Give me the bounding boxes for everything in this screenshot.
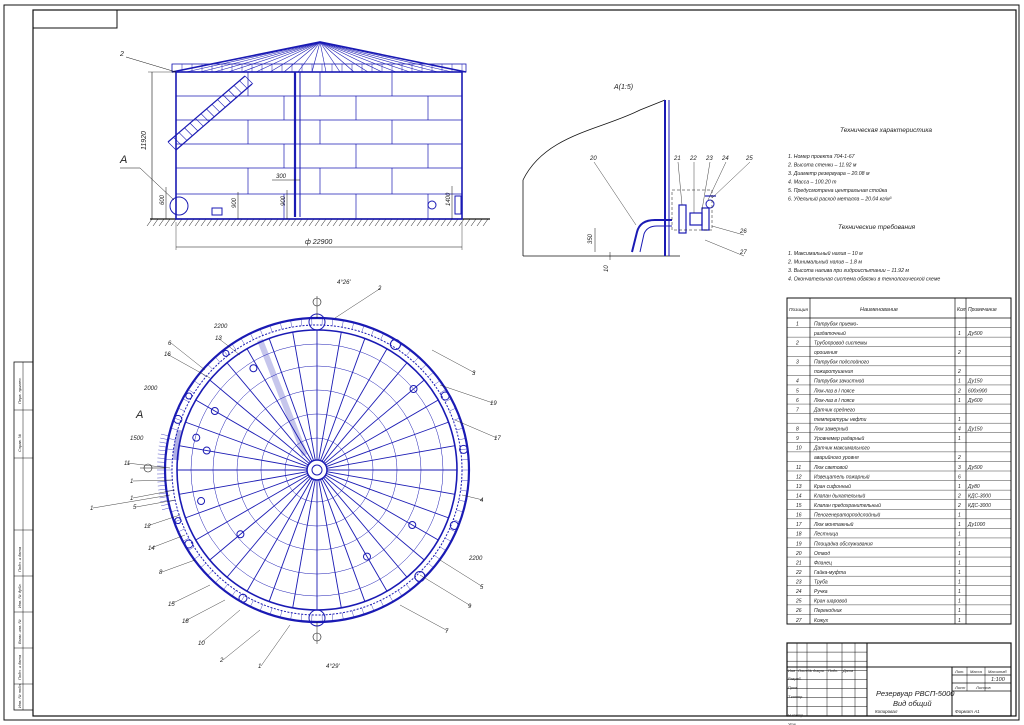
plan-callout: 6 [168,341,172,347]
tech-char-item: 5. Предусмотрена центральная стойка [788,188,888,194]
spec-cell-name: пожаротушения [814,369,853,376]
tech-char-item: 4. Масса – 100.20 т [788,179,837,186]
tb-sheet: Лист [955,685,966,690]
spec-cell-name: Кран шаровой [814,598,848,605]
tb-col-header: Изм [788,669,796,673]
side-stamp-text: Инв. № дубл. [17,583,22,608]
spec-cell-pos: 11 [796,464,802,471]
tank-shell [176,72,462,219]
plan-callout: 1 [130,496,134,502]
spec-cell-pos: 2 [796,340,799,347]
spec-cell-name: раздаточный [814,330,846,337]
detail-callout: 26 [740,229,747,235]
spec-cell-name: Отвод [814,550,831,557]
spec-cell-qty: 1 [958,397,961,404]
spec-cell-note: Ду600 [968,397,983,404]
spec-cell-name: Люк замерный [814,426,849,433]
spec-cell-pos: 18 [796,531,802,538]
spec-cell-pos: 25 [796,598,802,605]
tb-col-header: Дата [843,669,854,673]
spec-cell-note: КДС-3000 [968,503,991,510]
spec-cell-name: Патрубок приемо- [814,321,858,328]
title-block [787,643,1011,725]
spec-cell-qty: 1 [958,608,961,615]
plan-callout: 1 [130,479,134,485]
plan-callout: 17 [494,436,501,442]
spec-cell-name: Датчик максимального [814,445,870,452]
spec-cell-pos: 6 [796,397,799,404]
spec-cell-name: Перекодник [814,608,842,615]
side-stamp-text: Взам. инв. № [17,619,22,644]
spec-cell-pos: 9 [796,436,799,443]
spec-cell-pos: 20 [796,550,802,557]
spec-cell-name: орошения [814,350,838,357]
spec-cell-pos: 7 [796,407,799,414]
detail-a-circle [170,197,188,215]
spec-cell-name: Клапан дыхательный [814,493,866,500]
plan-callout: 9 [468,604,472,610]
plan-callout: 10 [198,641,205,647]
spec-cell-note: Ду1000 [968,522,986,529]
spec-cell-qty: 2 [958,369,961,376]
spec-header: Примечание [968,307,997,313]
plan-callout: 8 [159,570,163,576]
spec-cell-name: Фланец [814,560,832,567]
spec-cell-name: Патрубок зачистной [814,378,865,385]
side-stamp-text: Инв. № подл. [17,683,22,708]
spec-cell-name: Извещатель пожарный [814,474,870,481]
dim-1400: 1400 [446,192,452,206]
tb-copied: Копировал [875,709,898,714]
tech-char-item: 2. Высота стенки – 11.92 м [788,162,857,169]
side-stamp [14,362,33,710]
center-column [307,460,327,480]
spec-cell-name: Труба [814,579,828,586]
tech-chars-title: Техническая характеристика [840,127,933,134]
tb-row-label: Утв. [788,722,797,725]
detail-a-view [523,84,753,272]
tb-mass: Масса [970,669,982,674]
plan-callout: 19 [490,401,497,407]
plan-callout: 5 [480,585,484,591]
spec-cell-pos: 17 [796,522,802,529]
side-stamp-text: Справ. № [17,433,22,452]
drawing-subtitle: Вид общий [893,699,932,708]
drawing-name: Резервуар РВСП-5000 [876,689,955,698]
spec-cell-note: Ду500 [968,464,983,471]
plan-callout: 1 [90,506,94,512]
tech-req-item: 3. Высота налива при гидроиспытании – 11.92 м [788,268,909,274]
spec-cell-pos: 5 [796,388,799,395]
spec-cell-qty: 1 [958,436,961,443]
dim-600: 600 [160,194,166,205]
plan-callout: 2 [220,658,224,664]
tb-row-label: Разраб. [788,677,802,681]
tech-char-item: 3. Диаметр резервуара – 20.08 м [788,171,870,177]
spec-cell-pos: 4 [796,378,799,385]
tech-char-item: 1. Номер проекта 704-1-67 [788,154,855,160]
tb-row-label: Пров. [788,686,799,691]
tb-lit: Лит. [955,669,965,674]
side-stamp-text: Перв. примен. [17,377,22,404]
plan-view-a-label: А [136,409,144,421]
dim-height: 11920 [141,131,148,150]
angle-top: 4°26' [337,280,351,286]
tech-req-item: 2. Минимальный налив – 1.8 м [788,259,862,266]
spec-cell-qty: 1 [958,531,961,538]
detail-title: А(1:5) [614,84,634,91]
spec-cell-pos: 22 [796,569,802,576]
spec-cell-qty: 4 [958,426,961,433]
spec-cell-qty: 1 [958,579,961,586]
detail-callout: 27 [740,250,747,256]
spec-cell-pos: 3 [796,359,799,366]
spec-cell-note: Ду150 [968,426,983,433]
spec-cell-name: Люк световой [814,464,848,471]
spec-cell-name: Клапан предохранительный [814,503,881,510]
tech-requirements [787,223,940,283]
plan-callout: 11 [124,461,131,467]
detail-callout: 20 [590,156,597,162]
dim-900: 900 [232,197,238,208]
tb-row-label: Т.контр. [788,695,804,700]
dim-900: 900 [281,195,287,206]
detail-callout: 24 [722,156,729,162]
spec-cell-note: Ду500 [968,330,983,337]
spec-cell-name: аварийного уровня [814,455,859,462]
spec-cell-pos: 21 [796,560,802,567]
spec-cell-name: Лестница [814,531,839,538]
dim-1500: 1500 [130,436,144,442]
plan-callout: 2 [378,286,382,292]
plan-view [90,280,501,670]
plan-callout: 13 [215,336,222,342]
spec-cell-name: Уровнемер радарный [814,436,865,443]
side-stamp-text: Подп. и дата [17,654,22,680]
top-stamp-box [33,10,117,28]
spec-cell-qty: 1 [958,541,961,548]
spec-cell-name: Люк-лаз в I поясе [814,397,855,404]
spec-cell-qty: 2 [958,503,961,510]
elevation-view [119,42,490,250]
dim-2200-top: 2200 [214,324,228,330]
spec-cell-name: температуры нефти [814,416,867,423]
detail-callout: 21 [674,156,681,162]
plan-callout: 3 [472,371,476,377]
spec-header: Наименование [860,307,898,313]
dim-2200-right: 2200 [469,556,483,562]
spec-cell-name: Кожух [814,617,829,624]
angle-bottom: 4°29' [326,664,340,670]
plan-callout: 14 [148,546,155,552]
spec-cell-pos: 13 [796,483,802,490]
view-a-label: А [120,154,128,166]
side-stamp-text: Подп. и дата [17,546,22,572]
spec-cell-note: КДС-3000 [968,493,991,500]
spec-cell-name: Люк-лаз в I поясе [814,388,855,395]
tech-req-item: 4. Окончательная система обвязки в технологической схеме [788,276,941,283]
spec-cell-pos: 23 [796,579,802,586]
spec-header: Кол [957,307,966,313]
spec-cell-qty: 6 [958,474,961,481]
dim-diameter: ф 22900 [305,239,333,246]
spec-cell-qty: 1 [958,416,961,423]
spec-cell-note: 600х900 [968,388,988,395]
spec-cell-name: Патрубок подслойного [814,359,869,366]
spec-cell-qty: 1 [958,569,961,576]
callout-2: 2 [120,51,124,58]
tb-scale: 1:100 [991,677,1005,683]
spec-header: Позиция [789,308,808,313]
plan-callout: 15 [168,602,175,608]
plan-callout: 1 [258,664,262,670]
plan-callout: 16 [164,352,171,358]
spec-cell-note: Ду150 [968,378,983,385]
spec-cell-pos: 26 [796,608,802,615]
spec-cell-qty: 2 [958,388,961,395]
spec-cell-pos: 8 [796,426,799,433]
spec-cell-name: Пеногенераторподслойный [814,512,881,519]
tb-format: Формат А1 [955,709,980,714]
spec-cell-pos: 14 [796,493,802,500]
dim-350: 350 [588,233,594,244]
detail-callout: 25 [746,156,753,162]
spec-cell-name: Датчик среднего [814,407,856,414]
plan-callout: 12 [144,524,151,530]
spec-cell-qty: 1 [958,560,961,567]
dim-10: 10 [604,265,610,272]
spec-cell-pos: 27 [796,617,802,624]
spec-cell-qty: 1 [958,617,961,624]
spec-table [787,298,1011,624]
plan-callout: 18 [182,619,189,625]
tb-col-header: № докум. [808,669,825,673]
plan-callout: 4 [480,498,484,504]
spec-cell-name: Ручка [814,589,828,596]
spec-cell-name: Площадка обслуживания [814,541,873,548]
spec-cell-qty: 1 [958,483,961,490]
detail-callout: 22 [690,156,697,162]
spec-cell-qty: 2 [958,350,961,357]
plan-callout: 7 [445,629,449,635]
tb-col-header: Лист [798,669,808,673]
spec-cell-qty: 2 [958,493,961,500]
spec-cell-pos: 16 [796,512,802,519]
spec-cell-pos: 12 [796,474,802,481]
tb-scale-label: Масштаб [988,669,1007,674]
spec-cell-pos: 15 [796,503,802,510]
spec-cell-name: Люк монтажный [814,522,854,529]
detail-callout: 23 [706,156,713,162]
tech-char-item: 6. Удельный расход металла – 20.04 кг/м³ [788,196,892,203]
spec-cell-qty: 3 [958,464,961,471]
tech-characteristics [787,127,932,203]
spec-cell-qty: 1 [958,522,961,529]
spec-cell-qty: 1 [958,512,961,519]
dim-2000: 2000 [144,386,158,392]
tb-col-header: Подп. [828,669,839,673]
tech-req-item: 1. Максимальный налив – 10 м [788,251,863,257]
spec-cell-pos: 10 [796,445,802,452]
tech-reqs-title: Технические требования [838,224,916,231]
spec-cell-pos: 24 [796,589,802,596]
spec-cell-pos: 1 [796,321,799,328]
spec-cell-qty: 2 [958,455,961,462]
spec-cell-qty: 1 [958,330,961,337]
spec-cell-qty: 1 [958,598,961,605]
spec-cell-name: Гайка-муфта [814,569,846,576]
spiral-stair [168,76,253,150]
spec-cell-qty: 1 [958,589,961,596]
tb-row-label: Н.контр. [788,713,805,718]
spec-cell-qty: 1 [958,550,961,557]
spec-cell-name: Трубопровод системы [814,340,868,347]
tb-sheets: Листов [976,685,991,690]
spec-cell-note: Ду80 [968,483,980,490]
spec-cell-qty: 1 [958,378,961,385]
plan-callout: 5 [133,505,137,511]
dim-300: 300 [276,174,287,180]
spec-cell-pos: 19 [796,541,802,548]
spec-cell-name: Кран сифонный [814,483,851,490]
